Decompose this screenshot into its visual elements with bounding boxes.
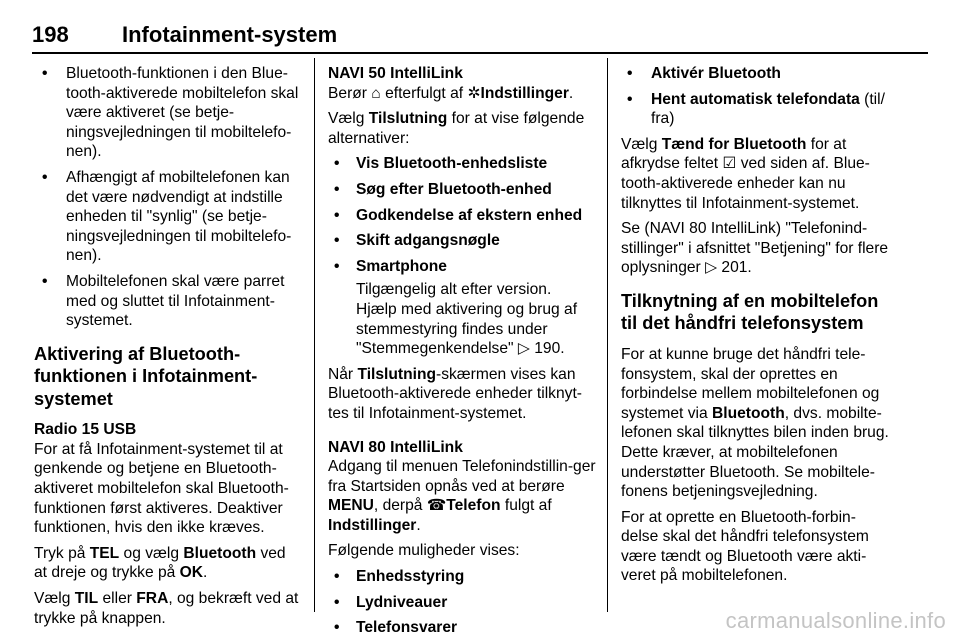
section-title: Infotainment-system [122, 22, 338, 47]
paragraph: Når Tilslutning-skærmen vises kan Bluetooth-aktiverede enheder tilknyt-tes til Infotainment-systemet. [328, 365, 582, 422]
list-item: • Lydniveauer [328, 593, 596, 613]
navi50-options [328, 154, 596, 358]
settings-icon: ✲ [467, 84, 481, 102]
list-item: • Smartphone Tilgængelig alt efter version. Hjælp med aktivering og brug af stemmestyring findes under "Stemmegenkendelse" ▷ 190. [328, 257, 596, 359]
requirements-list [34, 64, 302, 331]
paragraph: Vælg TIL eller FRA, og bekræft ved at trykke på knappen. [34, 589, 299, 627]
page-reference: ▷ 201. [705, 259, 752, 277]
paragraph: Vælg Tilslutning for at vise følgende alternativer: [328, 110, 585, 147]
header-rule [32, 52, 928, 54]
paragraph: Berør ⌂ efterfulgt af ✲Indstillinger. [328, 84, 574, 102]
list-item: • Aktivér Bluetooth [621, 64, 889, 84]
list-item: • Vis Bluetooth-enhedsliste [328, 154, 596, 174]
paragraph: Tryk på TEL og vælg Bluetooth ved at dreje og trykke på OK. [34, 544, 286, 582]
list-item: • Enhedsstyring [328, 567, 596, 587]
column-2 [328, 64, 596, 644]
subhead-navi50: NAVI 50 IntelliLink [328, 65, 463, 82]
list-item: • Afhængigt af mobiltelefonen kan det være nødvendigt at indstille enheden til "synlig" (se betje-ningsvejledningen til mobiltelefo-nen). [34, 168, 302, 266]
column-divider-1 [314, 58, 315, 612]
list-item: • Søg efter Bluetooth-enhed [328, 180, 596, 200]
heading-activate-bluetooth: Aktivering af Bluetooth-funktionen i Infotainment-systemet [34, 343, 258, 409]
home-icon: ⌂ [371, 84, 381, 102]
paragraph: Adgang til menuen Telefonindstillin-ger fra Startsiden opnås ved at berøre MENU, derpå ☎Telefon fulgt af Indstillinger. [328, 458, 596, 534]
list-item: • Telefonsvarer [328, 618, 596, 638]
page-reference: ▷ 190. [517, 340, 565, 358]
heading-pairing: Tilknytning af en mobiltelefon til det håndfri telefonsystem [621, 290, 879, 334]
page-header [32, 22, 928, 52]
paragraph: For at kunne bruge det håndfri tele-fonsystem, skal der oprettes en forbindelse mellem mobiltelefonen og systemet via Bluetooth, dvs. mobilte-lefonen skal tilknyttes bilen inden brug. Dette kræver, at mobiltelefonen understøtter Bluetooth. Se mobiltele-fonens betjeningsvejledning. [621, 345, 889, 501]
page-number: 198 [32, 22, 69, 47]
paragraph: For at oprette en Bluetooth-forbin-delse skal det håndfri telefonsystem være tændt og Bluetooth være akti-veret på mobiltelefonen. [621, 508, 869, 585]
paragraph: For at få Infotainment-systemet til at genkende og betjene en Bluetooth-aktiveret mobiltelefon skal Bluetooth-funktionen først aktiveres. Deaktiver funktionen, hvis den ikke kræves. [34, 440, 289, 537]
column-1 [34, 64, 302, 634]
list-item: • Hent automatisk telefondata (til/ fra) [621, 90, 889, 129]
paragraph: Vælg Tænd for Bluetooth for at afkrydse feltet ☑ ved siden af. Blue-tooth-aktiverede enheder kan nu tilknyttes til Infotainment-systemet. [621, 135, 870, 212]
list-item: • Godkendelse af ekstern enhed [328, 206, 596, 226]
navi80-options [328, 567, 596, 638]
phone-settings-options [621, 64, 889, 129]
watermark: carmanualsonline.info [725, 608, 946, 633]
paragraph: Følgende muligheder vises: [328, 542, 520, 560]
list-item: • Skift adgangsnøgle [328, 231, 596, 251]
subhead-radio: Radio 15 USB [34, 421, 137, 439]
column-divider-2 [607, 58, 608, 612]
list-item: • Mobiltelefonen skal være parret med og sluttet til Infotainment-systemet. [34, 272, 302, 331]
phone-icon: ☎ [426, 497, 447, 515]
subhead-navi80: NAVI 80 IntelliLink [328, 438, 463, 456]
list-item: • Bluetooth-funktionen i den Blue-tooth-aktiverede mobiltelefon skal være aktiveret (se betje-ningsvejledningen til mobiltelefo-nen). [34, 64, 302, 162]
column-3 [621, 64, 889, 592]
paragraph: Se (NAVI 80 IntelliLink) "Telefonind-stillinger" i afsnittet "Betjening" for flere oplysninger ▷ 201. [621, 220, 889, 277]
